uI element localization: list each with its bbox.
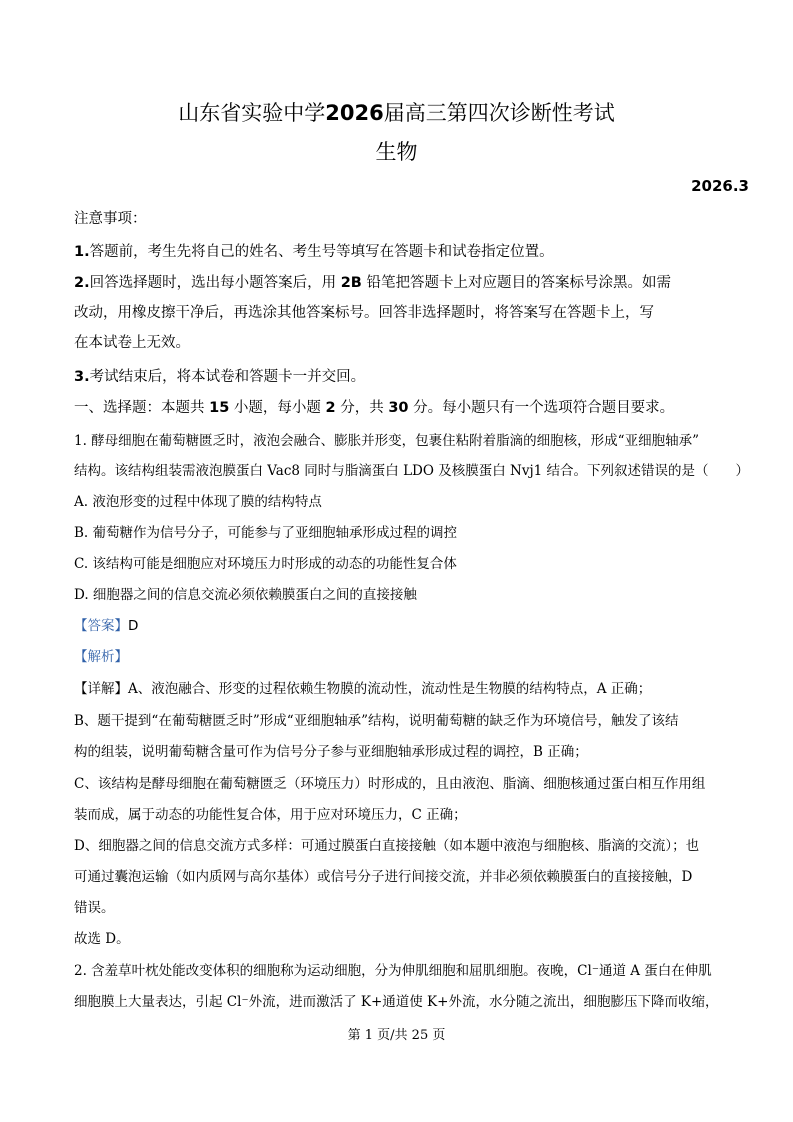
- title-exam: 届高三第四次诊断性考试: [383, 101, 615, 125]
- q1-answer: [74, 616, 754, 636]
- section-text-b: 小题，每小题: [233, 400, 321, 416]
- answer-value: D: [128, 618, 139, 634]
- section-text-c: 分，共: [340, 400, 384, 416]
- notice-2-number: 2.: [74, 275, 90, 291]
- title-school: 山东省实验中学: [178, 101, 326, 125]
- notice-item-2-line3: 在本试卷上无效。: [74, 335, 190, 351]
- notice-2-text-a: 回答选择题时，选出每小题答案后，用: [89, 275, 337, 291]
- section-each: 2: [325, 400, 336, 416]
- exam-date: 2026.3: [691, 177, 749, 195]
- q1-detail-d3: 错误。: [74, 900, 115, 916]
- section-heading: [74, 398, 754, 418]
- notice-2-pencil: 2B: [340, 275, 362, 291]
- notice-item-1: [74, 242, 754, 262]
- q1-detail-a: [74, 679, 754, 699]
- q1-option-b: B. 葡萄糖作为信号分子，可能参与了亚细胞轴承形成过程的调控: [74, 525, 458, 541]
- notice-1-number: 1.: [74, 244, 90, 260]
- q1-stem-line2: 结构。该结构组装需液泡膜蛋白 Vac8 同时与脂滴蛋白 LDO 及核膜蛋白 Nvj1 结合。下列叙述错误的是（ ）: [74, 463, 750, 479]
- detail-a-text: A、液泡融合、形变的过程依赖生物膜的流动性，流动性是生物膜的结构特点，A 正确；: [128, 681, 652, 697]
- page-number: 第 1 页/共 25 页: [347, 1028, 446, 1043]
- q2-stem-line2: 细胞膜上大量表达，引起 Cl⁻外流，进而激活了 K+通道使 K+外流，水分随之流出，细胞膨压下降而收缩，: [74, 994, 719, 1010]
- q1-option-d: D. 细胞器之间的信息交流必须依赖膜蛋白之间的直接接触: [74, 587, 417, 603]
- notice-item-2: [74, 273, 754, 293]
- subject-title: 生物: [375, 140, 418, 164]
- q1-conclusion: 故选 D。: [74, 931, 130, 947]
- notice-item-2-line2: 改动，用橡皮擦干净后，再选涂其他答案标号。回答非选择题时，将答案写在答题卡上，写: [74, 305, 654, 321]
- q1-detail-d2: 可通过囊泡运输（如内质网与高尔基体）或信号分子进行间接交流，并非必须依赖膜蛋白的直接接触，D: [74, 869, 693, 885]
- notice-3-text: 考试结束后，将本试卷和答题卡一并交回。: [89, 369, 366, 385]
- notice-item-3: [74, 367, 754, 387]
- section-count: 15: [209, 400, 230, 416]
- q1-stem-line1: 1. 酵母细胞在葡萄糖匮乏时，液泡会融合、膨胀并形变，包裹住粘附着脂滴的细胞核，形成“亚细胞轴承”: [74, 433, 699, 449]
- notice-2-text-c: 铅笔把答题卡上对应题目的答案标号涂黑。如需: [366, 275, 671, 291]
- exam-title: [0, 99, 793, 127]
- q1-detail-b2: 构的组装，说明葡萄糖含量可作为信号分子参与亚细胞轴承形成过程的调控，B 正确；: [74, 744, 588, 760]
- section-text-a: 一、选择题：本题共: [74, 400, 205, 416]
- q2-stem-line1: 2. 含羞草叶枕处能改变体积的细胞称为运动细胞，分为伸肌细胞和屈肌细胞。夜晚，Cl⁻通道 A 蛋白在伸肌: [74, 963, 712, 979]
- analysis-label: 【解析】: [74, 649, 128, 665]
- notice-heading: 注意事项：: [74, 211, 147, 227]
- q1-detail-c1: C、该结构是酵母细胞在葡萄糖匮乏（环境压力）时形成的，且由液泡、脂滴、细胞核通过蛋白相互作用组: [74, 776, 706, 792]
- detail-label: 【详解】: [74, 681, 128, 697]
- q1-option-a: A. 液泡形变的过程中体现了膜的结构特点: [74, 494, 322, 510]
- title-year: 2026: [325, 101, 384, 125]
- q1-option-c: C. 该结构可能是细胞应对环境压力时形成的动态的功能性复合体: [74, 556, 457, 572]
- q1-detail-b1: B、题干提到“在葡萄糖匮乏时”形成“亚细胞轴承”结构，说明葡萄糖的缺乏作为环境信号，触发了该结: [74, 713, 679, 729]
- section-text-d: 分。每小题只有一个选项符合题目要求。: [413, 400, 675, 416]
- answer-label: 【答案】: [74, 618, 128, 634]
- notice-1-text: 答题前，考生先将自己的姓名、考生号等填写在答题卡和试卷指定位置。: [89, 244, 554, 260]
- q1-detail-c2: 装而成，属于动态的功能性复合体，用于应对环境压力，C 正确；: [74, 807, 467, 823]
- q1-detail-d1: D、细胞器之间的信息交流方式多样：可通过膜蛋白直接接触（如本题中液泡与细胞核、脂滴的交流）；也: [74, 838, 700, 854]
- notice-3-number: 3.: [74, 369, 90, 385]
- section-total: 30: [388, 400, 409, 416]
